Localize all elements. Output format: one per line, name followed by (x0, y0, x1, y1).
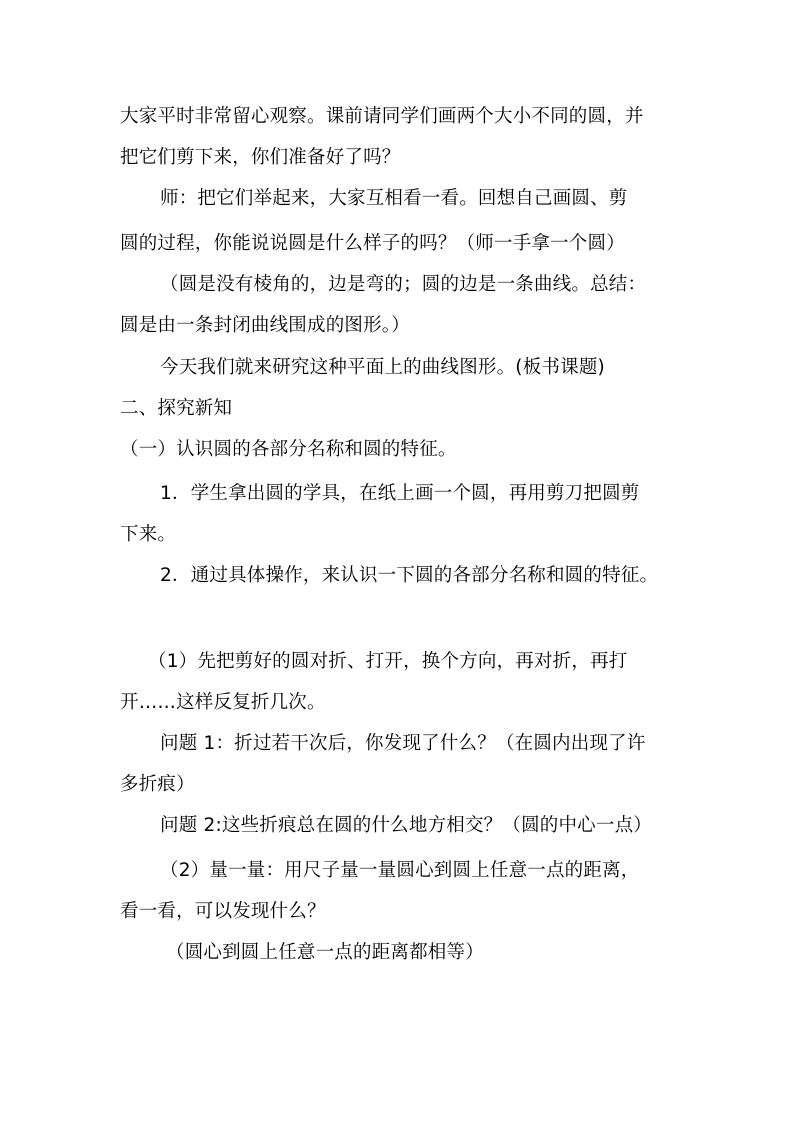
subsection-heading: （一）认识圆的各部分名称和圆的特征。 (120, 439, 457, 460)
paragraph-line: （2）量一量：用尺子量一量圆心到圆上任意一点的距离， (160, 860, 640, 881)
paragraph-line: （圆心到圆上任意一点的距离都相等） (166, 942, 484, 963)
section-heading: 二、探究新知 (120, 398, 233, 419)
paragraph-line: 圆是由一条封闭曲线围成的图形。） (120, 315, 410, 336)
paragraph-line: 圆的过程，你能说说圆是什么样子的吗？（师一手拿一个圆） (120, 233, 625, 254)
paragraph-line: 今天我们就来研究这种平面上的曲线图形。(板书课题) (160, 357, 605, 378)
paragraph-line: 问题 1：折过若干次后，你发现了什么？（在圆内出现了许 (160, 733, 646, 754)
paragraph-line: 问题 2:这些折痕总在圆的什么地方相交？（圆的中心一点） (160, 815, 652, 836)
paragraph-line: 开……这样反复折几次。 (120, 692, 326, 713)
paragraph-line: 师：把它们举起来，大家互相看一看。回想自己画圆、剪 (160, 188, 628, 209)
paragraph-line: 1．学生拿出圆的学具，在纸上画一个圆，再用剪刀把圆剪 (160, 483, 640, 504)
paragraph-line: （1）先把剪好的圆对折、打开，换个方向，再对折，再打 (148, 651, 628, 672)
paragraph-line: 多折痕） (120, 774, 195, 795)
paragraph-line: 下来。 (120, 524, 177, 545)
paragraph-line: 把它们剪下来，你们准备好了吗？ (120, 147, 401, 168)
paragraph-line: （圆是没有棱角的，边是弯的；圆的边是一条曲线。总结： (160, 274, 647, 295)
paragraph-line: 大家平时非常留心观察。课前请同学们画两个大小不同的圆，并 (120, 106, 644, 127)
paragraph-line: 看一看，可以发现什么？ (120, 901, 326, 922)
paragraph-line: 2．通过具体操作，来认识一下圆的各部分名称和圆的特征。 (160, 565, 659, 586)
